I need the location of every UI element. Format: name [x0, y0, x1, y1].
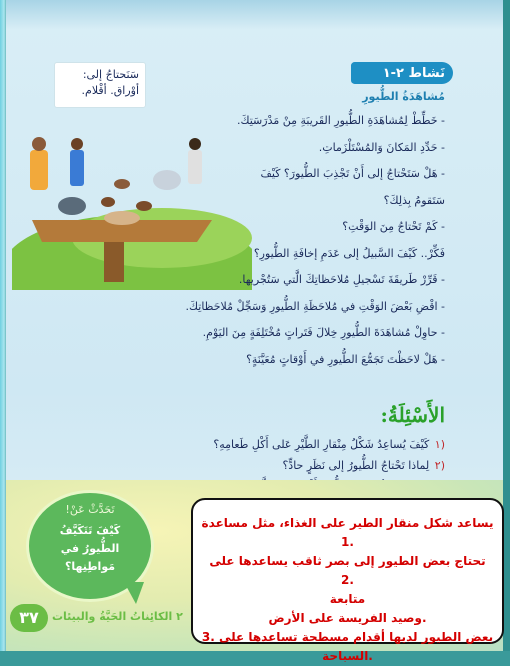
- answer-line: .السباحة: [322, 649, 373, 663]
- answer-overlay: [191, 498, 504, 663]
- question-text: كَيْفَ يُساعِدُ شَكْلُ مِنْقارِ الطَّيْرِ عَلى أَكْلِ طَعامِهِ؟: [213, 438, 430, 451]
- instruction-item: - خَطِّطْ لِمُشاهَدَةِ الطُّيورِ القَريبَةِ مِنْ مَدْرَسَتِكَ.: [236, 114, 445, 127]
- materials-title: سَنَحتاجُ إلى:: [82, 68, 139, 81]
- answer-line: متابعة: [329, 592, 366, 606]
- answer-line: .وصيد الفريسة على الأرض: [268, 611, 427, 625]
- page-number: ٣٧: [10, 604, 48, 632]
- activity-instructions: [185, 108, 445, 373]
- instruction-item: - اقْضِ بَعْضَ الوَقْتِ في مُلاحَظَةِ الطُّيورِ وَسَجِّلْ مُلاحَظاتِكَ.: [185, 299, 445, 313]
- instruction-item: سَتَقومُ بِذلِكَ؟: [383, 193, 445, 207]
- talk-heading: تَحَدَّثْ عَنْ!: [65, 503, 115, 516]
- talk-bubble-tail: [124, 582, 144, 604]
- instruction-item: - كَمْ تَحْتاجُ مِنَ الوَقْتِ؟: [342, 220, 445, 233]
- materials-box: [54, 62, 146, 108]
- question-number: (٢: [434, 459, 445, 472]
- talk-question: كَيْفَ تَتَكَيَّفُ الطُّيورُ في مَواطِنِها؟: [59, 524, 121, 573]
- question-item: [205, 455, 445, 476]
- instruction-item: - هَلْ لاحَظْتَ تَجَمُّعَ الطُّيورِ في أَوْقاتٍ مُعَيَّنَةٍ؟: [246, 352, 445, 366]
- page-top-band: [6, 0, 503, 30]
- answer-line: تحتاج بعض الطيور إلى بصر ثاقب يساعدها على .2: [209, 554, 486, 587]
- activity-badge: [351, 62, 453, 84]
- instruction-item: - هَلْ سَتَحْتاجُ إلى أَنْ تَجْذِبَ الطُّيورَ؟ كَيْفَ: [260, 167, 445, 180]
- footer-chapter-title: ٢ الكائِناتُ الحَيَّةُ والبيئات: [52, 610, 183, 623]
- instruction-item: فَكِّرْ.. كَيْفَ السَّبيلُ إلى عَدَمِ إخافَةِ الطُّيورِ؟: [253, 246, 445, 260]
- instruction-item: - حَدِّدِ المَكانَ وَالمُسْتَلْزَماتِ.: [318, 140, 445, 154]
- answer-line: بعض الطيور لديها أقدام مسطحة تساعدها على .3: [201, 630, 494, 644]
- questions-title: الأَسْئِلَةُ:: [380, 403, 445, 427]
- activity-badge-label: نَشاط ٢-١: [382, 65, 445, 81]
- question-number: (١: [434, 438, 445, 451]
- materials-items: أوْراق. أقْلام.: [81, 84, 139, 97]
- activity-subtitle: مُشاهَدَةُ الطُّيورِ: [362, 90, 445, 103]
- answer-line: يساعد شكل منقار الطير على الغذاء، مثل مساعدة .1: [201, 516, 494, 549]
- instruction-item: - قَرِّرْ طَريقَةَ تَسْجيلِ مُلاحَظاتِكَ الَّتي سَتُجْريها.: [238, 273, 445, 286]
- instruction-item: - حاوِلْ مُشاهَدَةَ الطُّيورِ خِلالَ فَتَراتٍ مُخْتَلِفَةٍ مِنَ اليَوْمِ.: [202, 326, 445, 339]
- question-text: لِماذا تَحْتاجُ الطُّيورُ إلى نَظَرٍ حادٍّ؟: [282, 459, 430, 472]
- question-item: [205, 434, 445, 455]
